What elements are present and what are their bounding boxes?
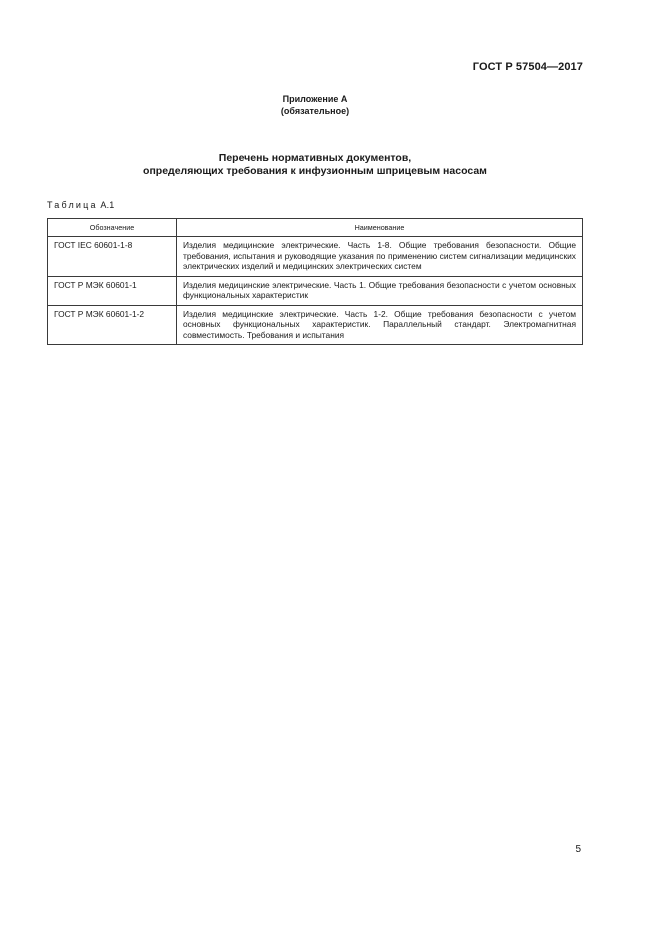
table-caption xyxy=(47,200,115,210)
table-row xyxy=(48,237,583,277)
page-number: 5 xyxy=(575,844,581,855)
table-caption-word: Таблица xyxy=(47,200,98,210)
document-title-line-1: Перечень нормативных документов, xyxy=(218,152,412,164)
document-code: ГОСТ Р 57504—2017 xyxy=(472,61,583,73)
row-designation: ГОСТ Р МЭК 60601-1 xyxy=(48,276,177,305)
document-title-line-2: определяющих требования к инфузионным шприцевым насосам xyxy=(143,165,487,177)
table-row xyxy=(48,305,583,345)
row-name: Изделия медицинские электрические. Часть 1. Общие требования безопасности с учетом основных функциональных характеристик xyxy=(177,276,583,305)
row-name: Изделия медицинские электрические. Часть 1-2. Общие требования безопасности с учетом основных функциональных характеристик. Параллельный стандарт. Электромагнитная совместимость. Требования и испытания xyxy=(177,305,583,345)
document-title xyxy=(0,152,630,178)
column-header-designation: Обозначение xyxy=(48,219,177,237)
row-designation: ГОСТ IEC 60601-1-8 xyxy=(48,237,177,277)
appendix-status: (обязательное) xyxy=(280,106,350,116)
column-header-name: Наименование xyxy=(177,219,583,237)
appendix-title: Приложение А xyxy=(282,94,348,104)
normative-documents-table xyxy=(47,218,583,345)
table-header-row xyxy=(48,219,583,237)
row-designation: ГОСТ Р МЭК 60601-1-2 xyxy=(48,305,177,345)
table-row xyxy=(48,276,583,305)
row-name: Изделия медицинские электрические. Часть 1-8. Общие требования безопасности. Общие требования, испытания и руководящие указания по применению систем сигнализации медицинских электрических изделий и медицинских электрических систем xyxy=(177,237,583,277)
table-caption-number: А.1 xyxy=(100,200,115,210)
appendix-heading xyxy=(0,93,630,117)
